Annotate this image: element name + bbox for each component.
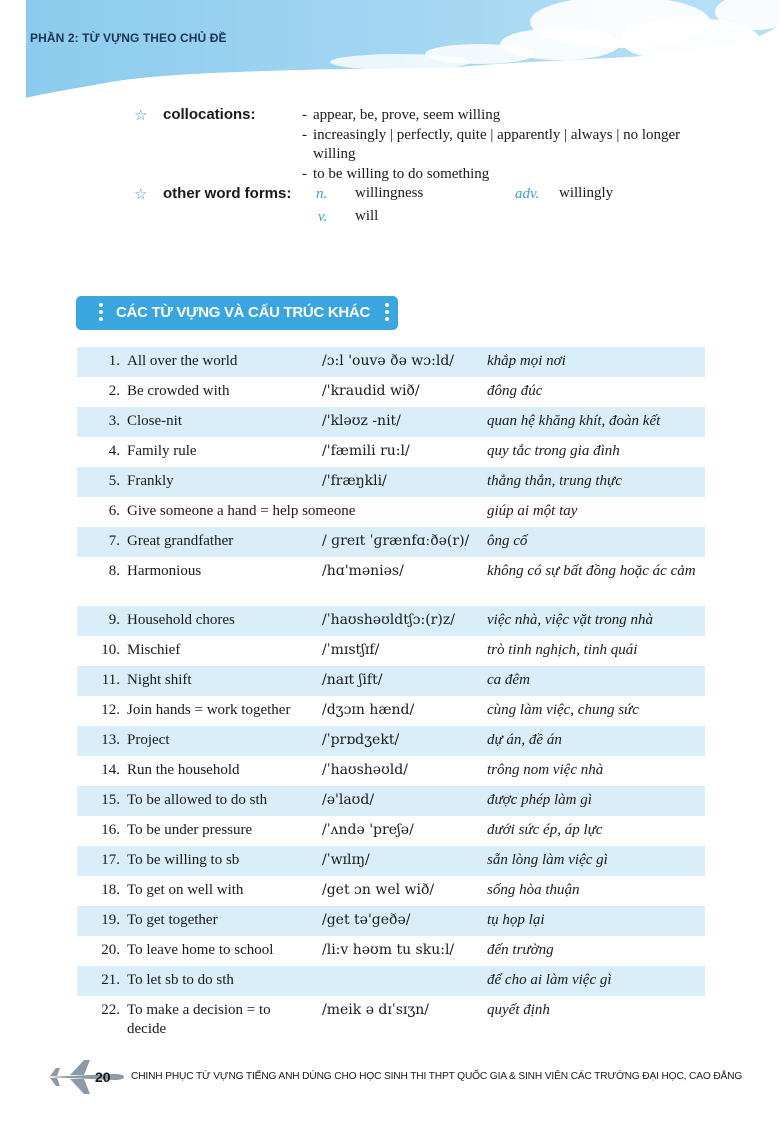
table-row: 1. All over the world /ɔ:l 'ouvə ðə wɔ:ld/ khắp mọi nơi [77, 347, 705, 377]
table-row: 14. Run the household /ˈhaʊshəʊld/ trông nom việc nhà [101, 762, 604, 778]
collocation-line: willing [313, 146, 356, 162]
collocation-line: - appear, be, prove, seem willing [302, 107, 501, 123]
table-row: 19. To get together /get tə'geðə/ tụ họp lại [77, 906, 705, 936]
table-row: 5. Frankly /'fræŋkli/ thẳng thắn, trung thực [77, 467, 705, 497]
table-row: 6. Give someone a hand = help someone giúp ai một tay [108, 503, 578, 519]
table-row: 17. To be willing to sb /ˈwɪlɪŋ/ sẵn lòng làm việc gì [77, 846, 705, 876]
collocation-line: - to be willing to do something [302, 165, 490, 182]
table-row: 22. To make a decision = to decide /meik ə dɪˈsɪʒn/ quyết định [101, 1002, 550, 1037]
star-icon: ☆ [134, 106, 148, 124]
word-form-pos: n. [316, 186, 328, 202]
table-row: 8. Harmonious /hɑ'məniəs/ không có sự bất đồng hoặc ác cảm [108, 563, 696, 579]
collocation-line: - increasingly | perfectly, quite | apparently | always | no longer [302, 126, 681, 143]
table-row: 15. To be allowed to do sth /ə'laʊd/ được phép làm gì [77, 786, 705, 816]
table-row: 10. Mischief /ˈmɪstʃɪf/ trò tinh nghịch, tinh quái [101, 642, 638, 658]
table-row: 3. Close-nit /'kləʊz -nit/ quan hệ khăng khít, đoàn kết [77, 407, 705, 437]
table-row: 20. To leave home to school /li:v həʊm tu sku:l/ đến trường [101, 942, 554, 958]
table-row: 7. Great grandfather / ɡreɪt ˈɡrænfɑːðə(r)/ ông cố [77, 527, 705, 557]
collocations-list [302, 106, 722, 184]
page-number: 20 [95, 1069, 111, 1085]
section-title: PHẦN 2: TỪ VỰNG THEO CHỦ ĐỀ [30, 31, 227, 45]
table-row: 12. Join hands = work together /dʒɔɪn hænd/ cùng làm việc, chung sức [101, 702, 639, 718]
banner-dots-decoration [385, 303, 389, 324]
star-icon: ☆ [134, 185, 148, 203]
airplane-icon [44, 1058, 126, 1096]
section-banner [76, 296, 398, 330]
vocab-table [77, 347, 705, 1044]
table-row: 9. Household chores /ˈhaʊshəʊldtʃɔ:(r)z/ việc nhà, việc vặt trong nhà [77, 606, 705, 636]
table-row: 13. Project /ˈprɒdʒekt/ dự án, đề án [77, 726, 705, 756]
table-row: 11. Night shift /naɪt ʃift/ ca đêm [77, 666, 705, 696]
word-form-word: willingness [355, 185, 424, 201]
table-row: 2. Be crowded with /'kraudid wið/ đông đúc [108, 383, 543, 399]
word-form-word: will [355, 208, 379, 224]
collocations-label: collocations: [163, 106, 256, 123]
word-form-word: willingly [559, 185, 614, 201]
header-cloud-banner [0, 0, 779, 110]
table-row: 18. To get on well with /get ɔn wel wið/ sống hòa thuận [101, 882, 580, 898]
banner-title: CÁC TỪ VỰNG VÀ CẤU TRÚC KHÁC [116, 304, 370, 321]
word-forms-label: other word forms: [163, 185, 292, 202]
banner-dots-decoration [99, 303, 103, 324]
table-row: 21. To let sb to do sth để cho ai làm việc gì [77, 966, 705, 996]
word-form-pos: adv. [515, 186, 540, 202]
word-form-pos: v. [318, 209, 328, 225]
footer-book-title: CHINH PHỤC TỪ VỰNG TIẾNG ANH DÙNG CHO HỌC SINH THI THPT QUỐC GIA & SINH VIÊN CÁC TRƯỜNG ĐẠI HỌC, CAO ĐẲNG [131, 1071, 743, 1082]
table-row: 16. To be under pressure /ˈʌndə 'preʃə/ dưới sức ép, áp lực [101, 822, 603, 838]
table-row: 4. Family rule /'fæmili ru:l/ quy tắc trong gia đình [108, 443, 620, 459]
